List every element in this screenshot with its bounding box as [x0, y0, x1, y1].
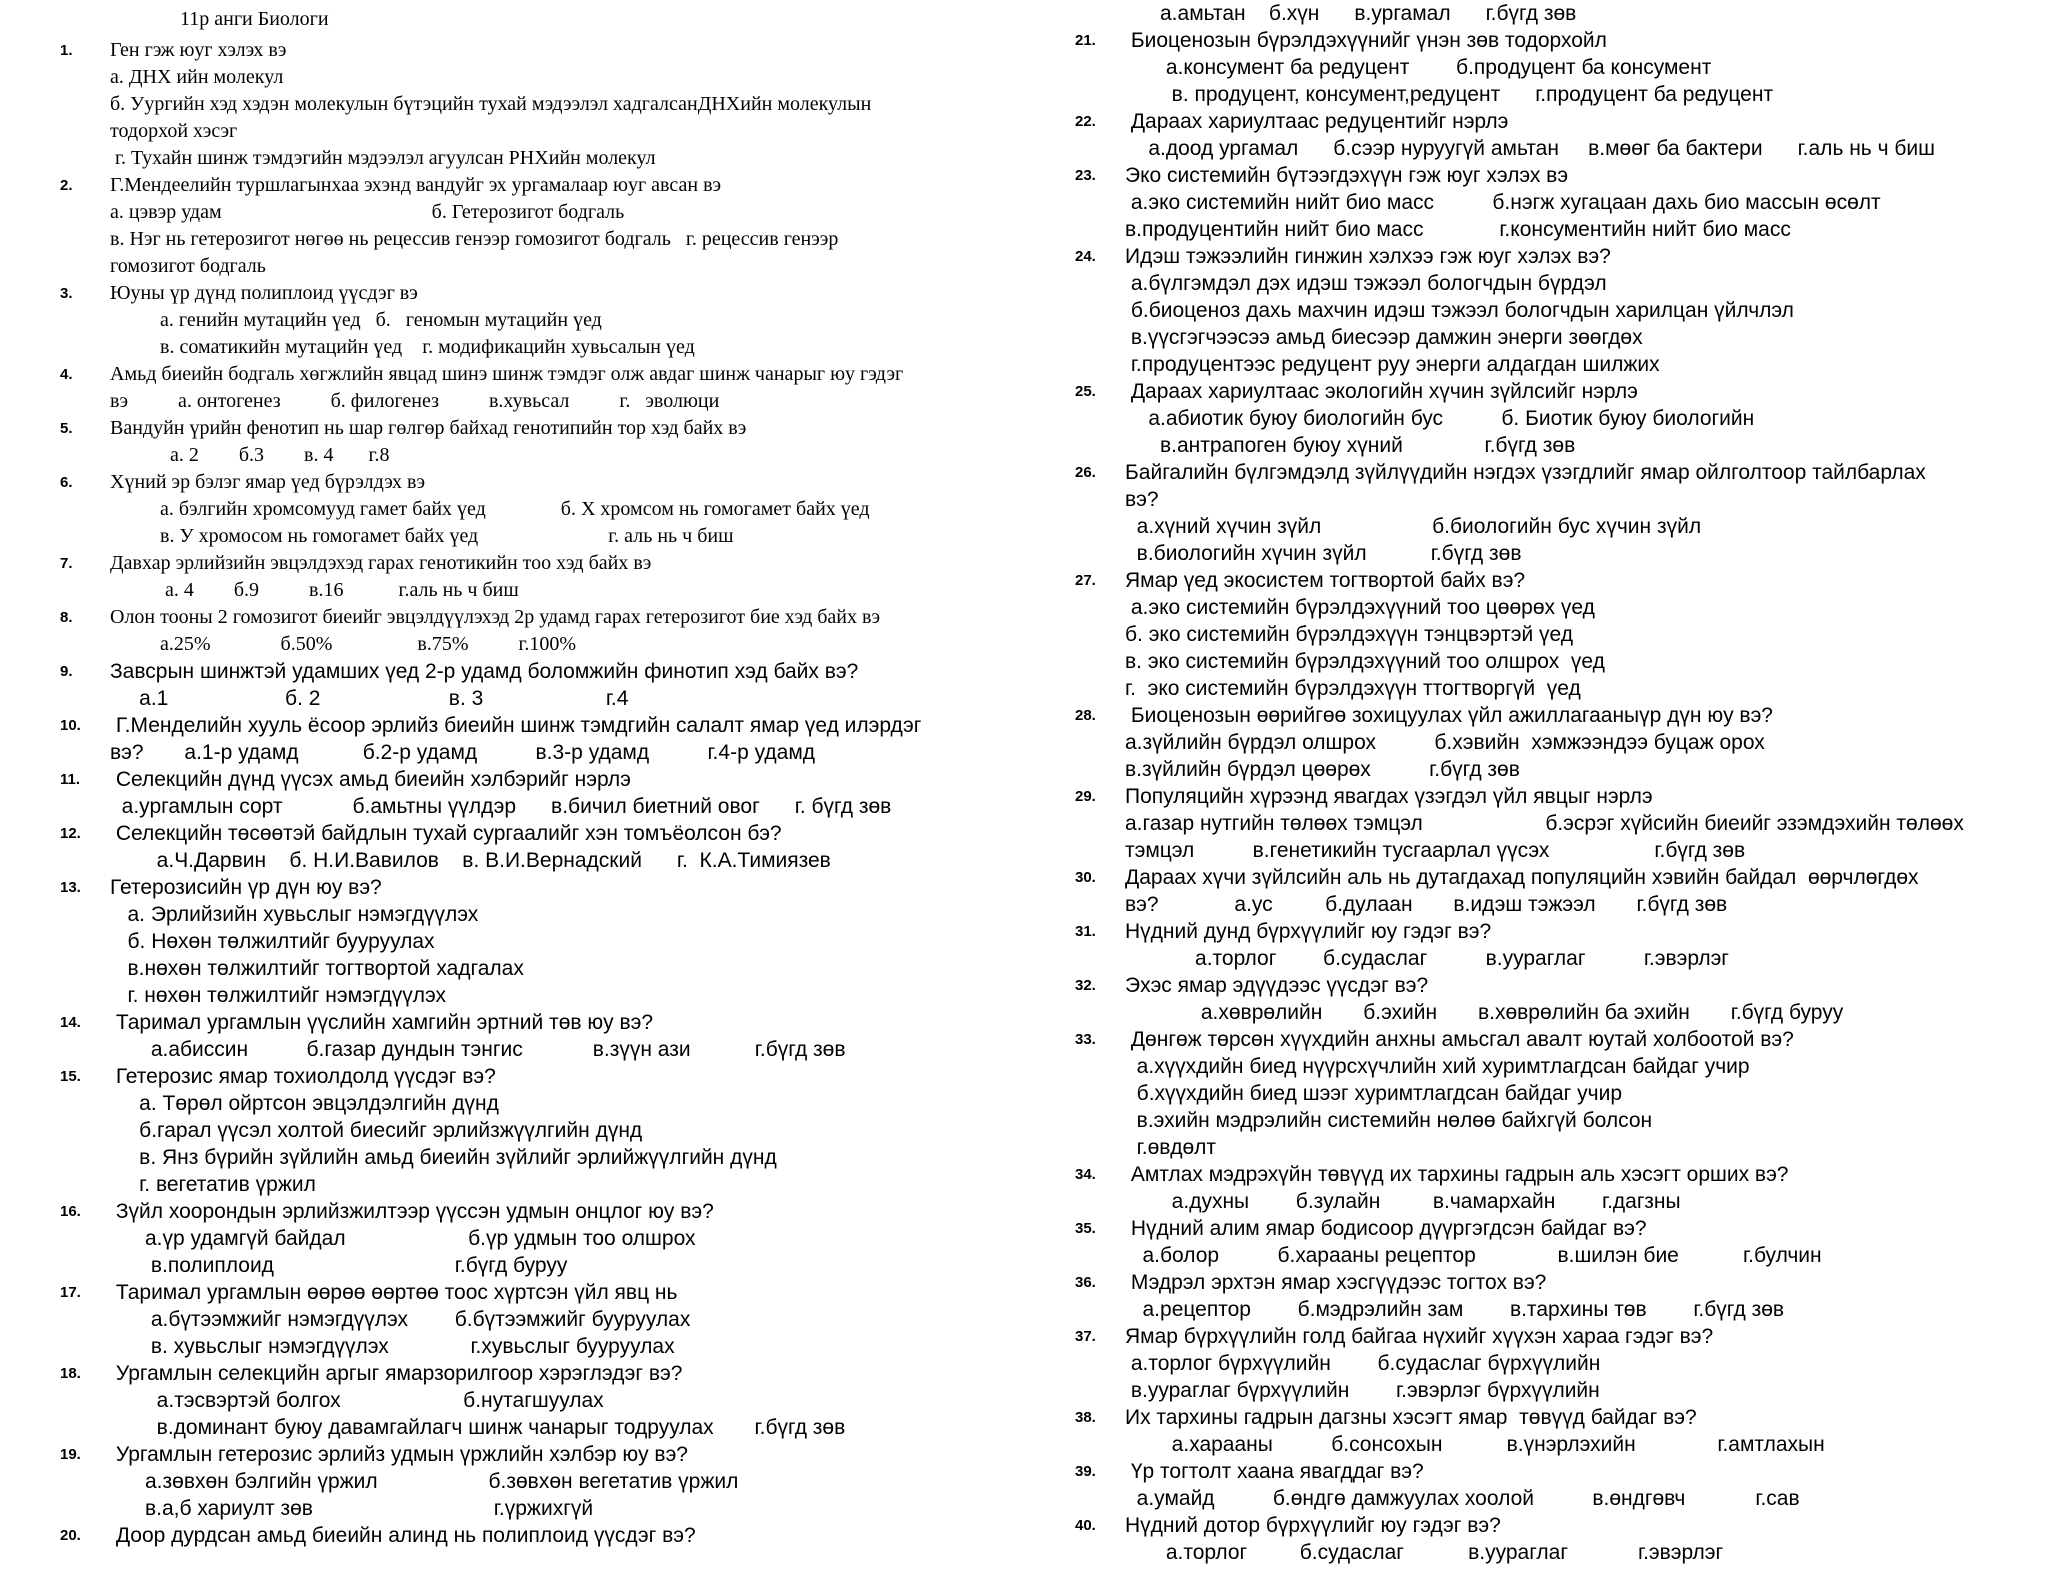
question-number: 18.: [60, 1365, 81, 1382]
question-item: [1075, 243, 2045, 378]
question-text: Идэш тэжээлийн гинжин хэлхээ гэж юуг хэлэх вэ?: [1125, 245, 1611, 268]
answer-options: а.хөврөлийн б.эхийн в.хөврөлийн ба эхийн г.бүгд буруу: [1125, 1001, 1844, 1024]
question-number: 32.: [1075, 977, 1096, 994]
question-text: а.амьтан б.хүн в.ургамал г.бүгд зөв: [1125, 2, 1577, 25]
question-text: Селекцийн дүнд үүсэх амьд биеийн хэлбэрийг нэрлэ: [110, 768, 631, 791]
question-text: Нүдний алим ямар бодисоор дүүргэгдсэн байдаг вэ?: [1125, 1217, 1647, 1240]
question-item: [60, 361, 1020, 415]
answer-options: а. 2 б.3 в. 4 г.8: [110, 444, 390, 466]
left-column: [60, 0, 1020, 1549]
question-item: [60, 604, 1020, 658]
right-column: [1075, 0, 2045, 1566]
answer-options: в.зүйлийн бүрдэл цөөрөх г.бүгд зөв: [1125, 758, 1520, 781]
question-text: Вандуйн үрийн фенотип нь шар гөлгөр байхад генотипийн тор хэд байх вэ: [110, 417, 747, 439]
answer-options: а.25% б.50% в.75% г.100%: [110, 633, 577, 655]
answer-options: в. хувьслыг нэмэгдүүлэх г.хувьслыг бууруулах: [110, 1335, 675, 1358]
question-number: 10.: [60, 717, 81, 734]
answer-options: а.духны б.зулайн в.чамархайн г.дагзны: [1125, 1190, 1681, 1213]
answer-options: вэ? а.1-р удамд б.2-р удамд в.3-р удамд г.4-р удамд: [110, 741, 816, 764]
answer-options: г.өвдөлт: [1125, 1136, 1217, 1159]
question-number: 1.: [60, 42, 73, 59]
question-text: Нүдний дунд бүрхүүлийг юу гэдэг вэ?: [1125, 920, 1492, 943]
question-item: [60, 550, 1020, 604]
answer-options: б.хүүхдийн биед шээг хуримтлагдсан байдаг учир: [1125, 1082, 1623, 1105]
answer-options: в.продуцентийн нийт био масс г.консументийн нийт био масс: [1125, 218, 1791, 241]
question-item: [60, 1279, 1020, 1360]
answer-options: в. эко системийн бүрэлдэхүүний тоо олшрох үед: [1125, 650, 1605, 673]
answer-options: а.болор б.харааны рецептор в.шилэн бие г.булчин: [1125, 1244, 1822, 1267]
answer-options: в. У хромосом нь гомогамет байх үед г. аль нь ч биш: [110, 525, 734, 547]
answer-options: а.зүйлийн бүрдэл олшрох б.хэвийн хэмжээндээ буцаж орох: [1125, 731, 1765, 754]
question-number: 8.: [60, 609, 73, 626]
answer-options: в.полиплоид г.бүгд буруу: [110, 1254, 568, 1277]
question-item: [60, 766, 1020, 820]
question-text: Их тархины гадрын дагзны хэсэгт ямар төвүүд байдаг вэ?: [1125, 1406, 1697, 1429]
answer-options: а.эко системийн бүрэлдэхүүний тоо цөөрөх үед: [1125, 596, 1595, 619]
answer-options: а.Ч.Дарвин б. Н.И.Вавилов в. В.И.Вернадский г. К.А.Тимиязев: [110, 849, 831, 872]
answer-options: вэ а. онтогенез б. филогенез в.хувьсал г. эволюци: [110, 390, 720, 412]
question-item: [1075, 918, 2045, 972]
answer-options: а.торлог бүрхүүлийн б.судаслаг бүрхүүлийн: [1125, 1352, 1601, 1375]
answer-options: а. цэвэр удам б. Гетерозигот бодгаль: [110, 201, 625, 223]
question-number: 22.: [1075, 113, 1096, 130]
answer-options: а.харааны б.сонсохын в.үнэрлэхийн г.амтлахын: [1125, 1433, 1825, 1456]
question-text: Таримал ургамлын өөрөө өөртөө тоос хүртсэн үйл явц нь: [110, 1281, 678, 1304]
question-number: 2.: [60, 177, 73, 194]
question-number: 33.: [1075, 1031, 1096, 1048]
answer-options: в.уураглаг бүрхүүлийн г.эвэрлэг бүрхүүлийн: [1125, 1379, 1600, 1402]
question-text: Доор дурдсан амьд биеийн алинд нь полиплоид үүсдэг вэ?: [110, 1524, 696, 1547]
answer-options: в. Янз бүрийн зүйлийн амьд биеийн зүйлийг эрлийжүүлгийн дүнд: [110, 1146, 777, 1169]
question-text: Таримал ургамлын үүслийн хамгийн эртний төв юу вэ?: [110, 1011, 653, 1034]
question-text: Дөнгөж төрсөн хүүхдийн анхны амьсгал авалт юутай холбоотой вэ?: [1125, 1028, 1794, 1051]
question-item: [1075, 1215, 2045, 1269]
question-text: Ген гэж юуг хэлэх вэ: [110, 39, 287, 61]
question-number: 23.: [1075, 167, 1096, 184]
question-item: [1075, 1512, 2045, 1566]
question-number: 9.: [60, 663, 73, 680]
question-number: 5.: [60, 420, 73, 437]
question-number: 25.: [1075, 383, 1096, 400]
question-text: Амтлах мэдрэхүйн төвүүд их тархины гадрын аль хэсэгт орших вэ?: [1125, 1163, 1789, 1186]
question-number: 6.: [60, 474, 73, 491]
question-item: [60, 874, 1020, 1009]
question-text: Гетерозисийн үр дүн юу вэ?: [110, 876, 382, 899]
question-item: [60, 712, 1020, 766]
question-number: 39.: [1075, 1463, 1096, 1480]
question-item: [1075, 378, 2045, 459]
question-item: [1075, 459, 2045, 567]
question-number: 28.: [1075, 707, 1096, 724]
question-text: Ямар үед экосистем тогтвортой байх вэ?: [1125, 569, 1526, 592]
answer-options: гомозигот бодгаль: [110, 255, 266, 277]
question-item: [1075, 783, 2045, 864]
answer-options: в.а,б хариулт зөв г.үржихгүй: [110, 1497, 594, 1520]
question-number: 12.: [60, 825, 81, 842]
question-item: [60, 415, 1020, 469]
answer-options: а.консумент ба редуцент б.продуцент ба консумент: [1125, 56, 1712, 79]
question-number: 29.: [1075, 788, 1096, 805]
answer-options: г. вегетатив үржил: [110, 1173, 316, 1196]
question-item: [1075, 1323, 2045, 1404]
question-number: 34.: [1075, 1166, 1096, 1183]
question-item: [60, 172, 1020, 280]
question-text: Селекцийн төсөөтэй байдлын тухай сургаалийг хэн томъёолсон бэ?: [110, 822, 782, 845]
question-text: Давхар эрлийзийн эвцэлдэхэд гарах генотикийн тоо хэд байх вэ: [110, 552, 652, 574]
question-item: [60, 1522, 1020, 1549]
question-text: Дараах хариултаас экологийн хүчин зүйлсийг нэрлэ: [1125, 380, 1638, 403]
question-text: Эхэс ямар эдүүдээс үүсдэг вэ?: [1125, 974, 1429, 997]
answer-options: в.эхийн мэдрэлийн системийн нөлөө байхгүй болсон: [1125, 1109, 1653, 1132]
answer-options: а.бүлгэмдэл дэх идэш тэжээл бологчдын бүрдэл: [1125, 272, 1607, 295]
question-item: [60, 1198, 1020, 1279]
answer-options: вэ? а.ус б.дулаан в.идэш тэжээл г.бүгд зөв: [1125, 893, 1728, 916]
question-text: Нүдний дотор бүрхүүлийг юу гэдэг вэ?: [1125, 1514, 1501, 1537]
answer-options: а.доод ургамал б.сээр нуруугүй амьтан в.мөөг ба бактери г.аль нь ч биш: [1125, 137, 1935, 160]
question-text: Ямар бүрхүүлийн голд байгаа нүхийг хүүхэн хараа гэдэг вэ?: [1125, 1325, 1714, 1348]
question-number: 36.: [1075, 1274, 1096, 1291]
question-text: Г.Менделийн хууль ёсоор эрлийз биеийн шинж тэмдгийн салалт ямар үед илэрдэг: [110, 714, 922, 737]
question-number: 14.: [60, 1014, 81, 1031]
question-text: Завсрын шинжтэй удамших үед 2-р удамд боломжийн финотип хэд байх вэ?: [110, 660, 859, 683]
question-text: Зүйл хоорондын эрлийзжилтээр үүссэн удмын онцлог юу вэ?: [110, 1200, 714, 1223]
page-title: 11р анги Биологи: [180, 8, 329, 30]
answer-options: а.хүүхдийн биед нүүрсхүчлийн хий хуримтлагдсан байдаг учир: [1125, 1055, 1750, 1078]
answer-options: г. эко системийн бүрэлдэхүүн ттогтворгүй үед: [1125, 677, 1581, 700]
question-number: 26.: [1075, 464, 1096, 481]
answer-options: б. Уургийн хэд хэдэн молекулын бүтэцийн тухай мэдээлэл хадгалсанДНХийн молекулын: [110, 93, 872, 115]
question-item: [60, 820, 1020, 874]
question-text: Популяцийн хүрээнд явагдах үзэгдэл үйл явцыг нэрлэ: [1125, 785, 1653, 808]
answer-options: тэмцэл в.генетикийн тусгаарлал үүсэх г.бүгд зөв: [1125, 839, 1746, 862]
question-number: 4.: [60, 366, 73, 383]
question-text: Амьд биеийн бодгаль хөгжлийн явцад шинэ шинж тэмдэг олж авдаг шинж чанарыг юу гэдэг: [110, 363, 904, 385]
answer-options: а. 4 б.9 в.16 г.аль нь ч биш: [110, 579, 519, 601]
answer-options: а. бэлгийн хромсомууд гамет байх үед б. Х хромсом нь гомогамет байх үед: [110, 498, 870, 520]
question-item: [60, 1360, 1020, 1441]
question-text: Мэдрэл эрхтэн ямар хэсгүүдээс тогтох вэ?: [1125, 1271, 1547, 1294]
question-text: Ургамлын гетерозис эрлийз удмын үржлийн хэлбэр юу вэ?: [110, 1443, 688, 1466]
question-number: 38.: [1075, 1409, 1096, 1426]
answer-options: а.газар нутгийн төлөөх тэмцэл б.эсрэг хүйсийн биеийг эзэмдэхийн төлөөх: [1125, 812, 1964, 835]
answer-options: г.продуцентээс редуцент руу энерги алдагдан шилжих: [1125, 353, 1660, 376]
question-number: 11.: [60, 771, 81, 788]
question-list-right: [1075, 0, 2045, 1566]
answer-options: а.зөвхөн бэлгийн үржил б.зөвхөн вегетатив үржил: [110, 1470, 739, 1493]
question-number: 20.: [60, 1527, 81, 1544]
answer-options: а.рецептор б.мэдрэлийн зам в.тархины төв г.бүгд зөв: [1125, 1298, 1785, 1321]
question-item: [1075, 972, 2045, 1026]
answer-options: б.биоценоз дахь махчин идэш тэжээл бологчдын харилцан үйлчлэл: [1125, 299, 1794, 322]
question-number: 13.: [60, 879, 81, 896]
answer-options: в.доминант буюу давамгайлагч шинж чанарыг тодруулах г.бүгд зөв: [110, 1416, 846, 1439]
answer-options: а.абиотик буюу биологийн бус б. Биотик буюу биологийн: [1125, 407, 1755, 430]
question-item: [1075, 1026, 2045, 1161]
question-item: [1075, 27, 2045, 108]
answer-options: а.торлог б.судаслаг в.уураглаг г.эвэрлэг: [1125, 1541, 1724, 1564]
question-item: [60, 1441, 1020, 1522]
question-number: 31.: [1075, 923, 1096, 940]
question-number: 16.: [60, 1203, 81, 1220]
answer-options: в. Нэг нь гетерозигот нөгөө нь рецессив генээр гомозигот бодгаль г. рецессив генээр: [110, 228, 839, 250]
answer-options: б. Нөхөн төлжилтийг бууруулах: [110, 930, 435, 953]
answer-options: вэ?: [1125, 488, 1159, 511]
question-text: Олон тооны 2 гомозигот биеийг эвцэлдүүлэхэд 2р удамд гарах гетерозигот бие хэд байх вэ: [110, 606, 881, 628]
question-item: [60, 658, 1020, 712]
question-text: Г.Мендеелийн туршлагынхаа эхэнд вандуйг эх ургамалаар юуг авсан вэ: [110, 174, 722, 196]
answer-options: в.антрапоген буюу хүний г.бүгд зөв: [1125, 434, 1576, 457]
question-number: 37.: [1075, 1328, 1096, 1345]
question-text: Юуны үр дүнд полиплоид үүсдэг вэ: [110, 282, 418, 304]
answer-options: а.1 б. 2 в. 3 г.4: [110, 687, 629, 710]
question-item: [1075, 567, 2045, 702]
answer-options: а.умайд б.өндгө дамжуулах хоолой в.өндгөвч г.сав: [1125, 1487, 1800, 1510]
question-number: 30.: [1075, 869, 1096, 886]
question-item: [1075, 162, 2045, 243]
answer-options: а.хүний хүчин зүйл б.биологийн бус хүчин зүйл: [1125, 515, 1702, 538]
answer-options: а. Төрөл ойртсон эвцэлдэлгийн дүнд: [110, 1092, 499, 1115]
answer-options: тодорхой хэсэг: [110, 120, 238, 142]
answer-options: а.торлог б.судаслаг в.уураглаг г.эвэрлэг: [1125, 947, 1729, 970]
question-item: [60, 1063, 1020, 1198]
question-item: [1075, 0, 2045, 27]
answer-options: б.гарал үүсэл холтой биесийг эрлийзжүүлгийн дүнд: [110, 1119, 643, 1142]
answer-options: в. соматикийн мутацийн үед г. модификацийн хувьсалын үед: [110, 336, 695, 358]
answer-options: б. эко системийн бүрэлдэхүүн тэнцвэртэй үед: [1125, 623, 1574, 646]
answer-options: а. ДНХ ийн молекул: [110, 66, 284, 88]
question-text: Гетерозис ямар тохиолдолд үүсдэг вэ?: [110, 1065, 496, 1088]
answer-options: а. Эрлийзийн хувьслыг нэмэгдүүлэх: [110, 903, 479, 926]
answer-options: а. генийн мутацийн үед б. геномын мутацийн үед: [110, 309, 602, 331]
question-number: 7.: [60, 555, 73, 572]
question-text: Хүний эр бэлэг ямар үед бүрэлдэх вэ: [110, 471, 426, 493]
answer-options: в.үүсгэгчээсээ амьд биесээр дамжин энерги зөөгдөх: [1125, 326, 1643, 349]
question-item: [1075, 1404, 2045, 1458]
question-item: [1075, 1269, 2045, 1323]
question-text: Дараах хариултаас редуцентийг нэрлэ: [1125, 110, 1509, 133]
question-item: [1075, 1458, 2045, 1512]
question-number: 27.: [1075, 572, 1096, 589]
question-item: [1075, 108, 2045, 162]
answer-options: а.үр удамгүй байдал б.үр удмын тоо олшрох: [110, 1227, 696, 1250]
question-item: [60, 280, 1020, 361]
question-text: Дараах хүчи зүйлсийн аль нь дутагдахад популяцийн хэвийн байдал өөрчлөгдөх: [1125, 866, 1919, 889]
question-text: Ургамлын селекцийн аргыг ямарзорилгоор хэрэглэдэг вэ?: [110, 1362, 683, 1385]
question-number: 3.: [60, 285, 73, 302]
question-item: [60, 469, 1020, 550]
question-item: [1075, 1161, 2045, 1215]
question-text: Үр тогтолт хаана явагддаг вэ?: [1125, 1460, 1424, 1483]
question-text: Биоценозын өөрийгөө зохицуулах үйл ажиллагааныүр дүн юу вэ?: [1125, 704, 1773, 727]
answer-options: в. продуцент, консумент,редуцент г.продуцент ба редуцент: [1125, 83, 1774, 106]
answer-options: а.ургамлын сорт б.амьтны үүлдэр в.бичил биетний овог г. бүгд зөв: [110, 795, 892, 818]
question-item: [1075, 864, 2045, 918]
answer-options: а.абиссин б.газар дундын тэнгис в.зүүн ази г.бүгд зөв: [110, 1038, 846, 1061]
question-number: 24.: [1075, 248, 1096, 265]
question-number: 15.: [60, 1068, 81, 1085]
question-text: Биоценозын бүрэлдэхүүнийг үнэн зөв тодорхойл: [1125, 29, 1607, 52]
question-item: [60, 37, 1020, 172]
question-list-left: [60, 37, 1020, 1549]
answer-options: г. Тухайн шинж тэмдэгийн мэдээлэл агуулсан РНХийн молекул: [110, 147, 656, 169]
question-text: Эко системийн бүтээгдэхүүн гэж юуг хэлэх вэ: [1125, 164, 1569, 187]
answer-options: г. нөхөн төлжилтийг нэмэгдүүлэх: [110, 984, 446, 1007]
question-number: 35.: [1075, 1220, 1096, 1237]
question-number: 19.: [60, 1446, 81, 1463]
answer-options: в.нөхөн төлжилтийг тогтвортой хадгалах: [110, 957, 524, 980]
answer-options: а.тэсвэртэй болгох б.нутагшуулах: [110, 1389, 604, 1412]
answer-options: в.биологийн хүчин зүйл г.бүгд зөв: [1125, 542, 1522, 565]
answer-options: а.эко системийн нийт био масс б.нэгж хугацаан дахь био массын өсөлт: [1125, 191, 1881, 214]
question-number: 17.: [60, 1284, 81, 1301]
question-number: 40.: [1075, 1517, 1096, 1534]
question-item: [60, 1009, 1020, 1063]
question-number: 21.: [1075, 32, 1096, 49]
question-text: Байгалийн бүлгэмдэлд зүйлүүдийн нэгдэх үзэгдлийг ямар ойлголтоор тайлбарлах: [1125, 461, 1926, 484]
question-item: [1075, 702, 2045, 783]
answer-options: а.бүтээмжийг нэмэгдүүлэх б.бүтээмжийг бууруулах: [110, 1308, 691, 1331]
